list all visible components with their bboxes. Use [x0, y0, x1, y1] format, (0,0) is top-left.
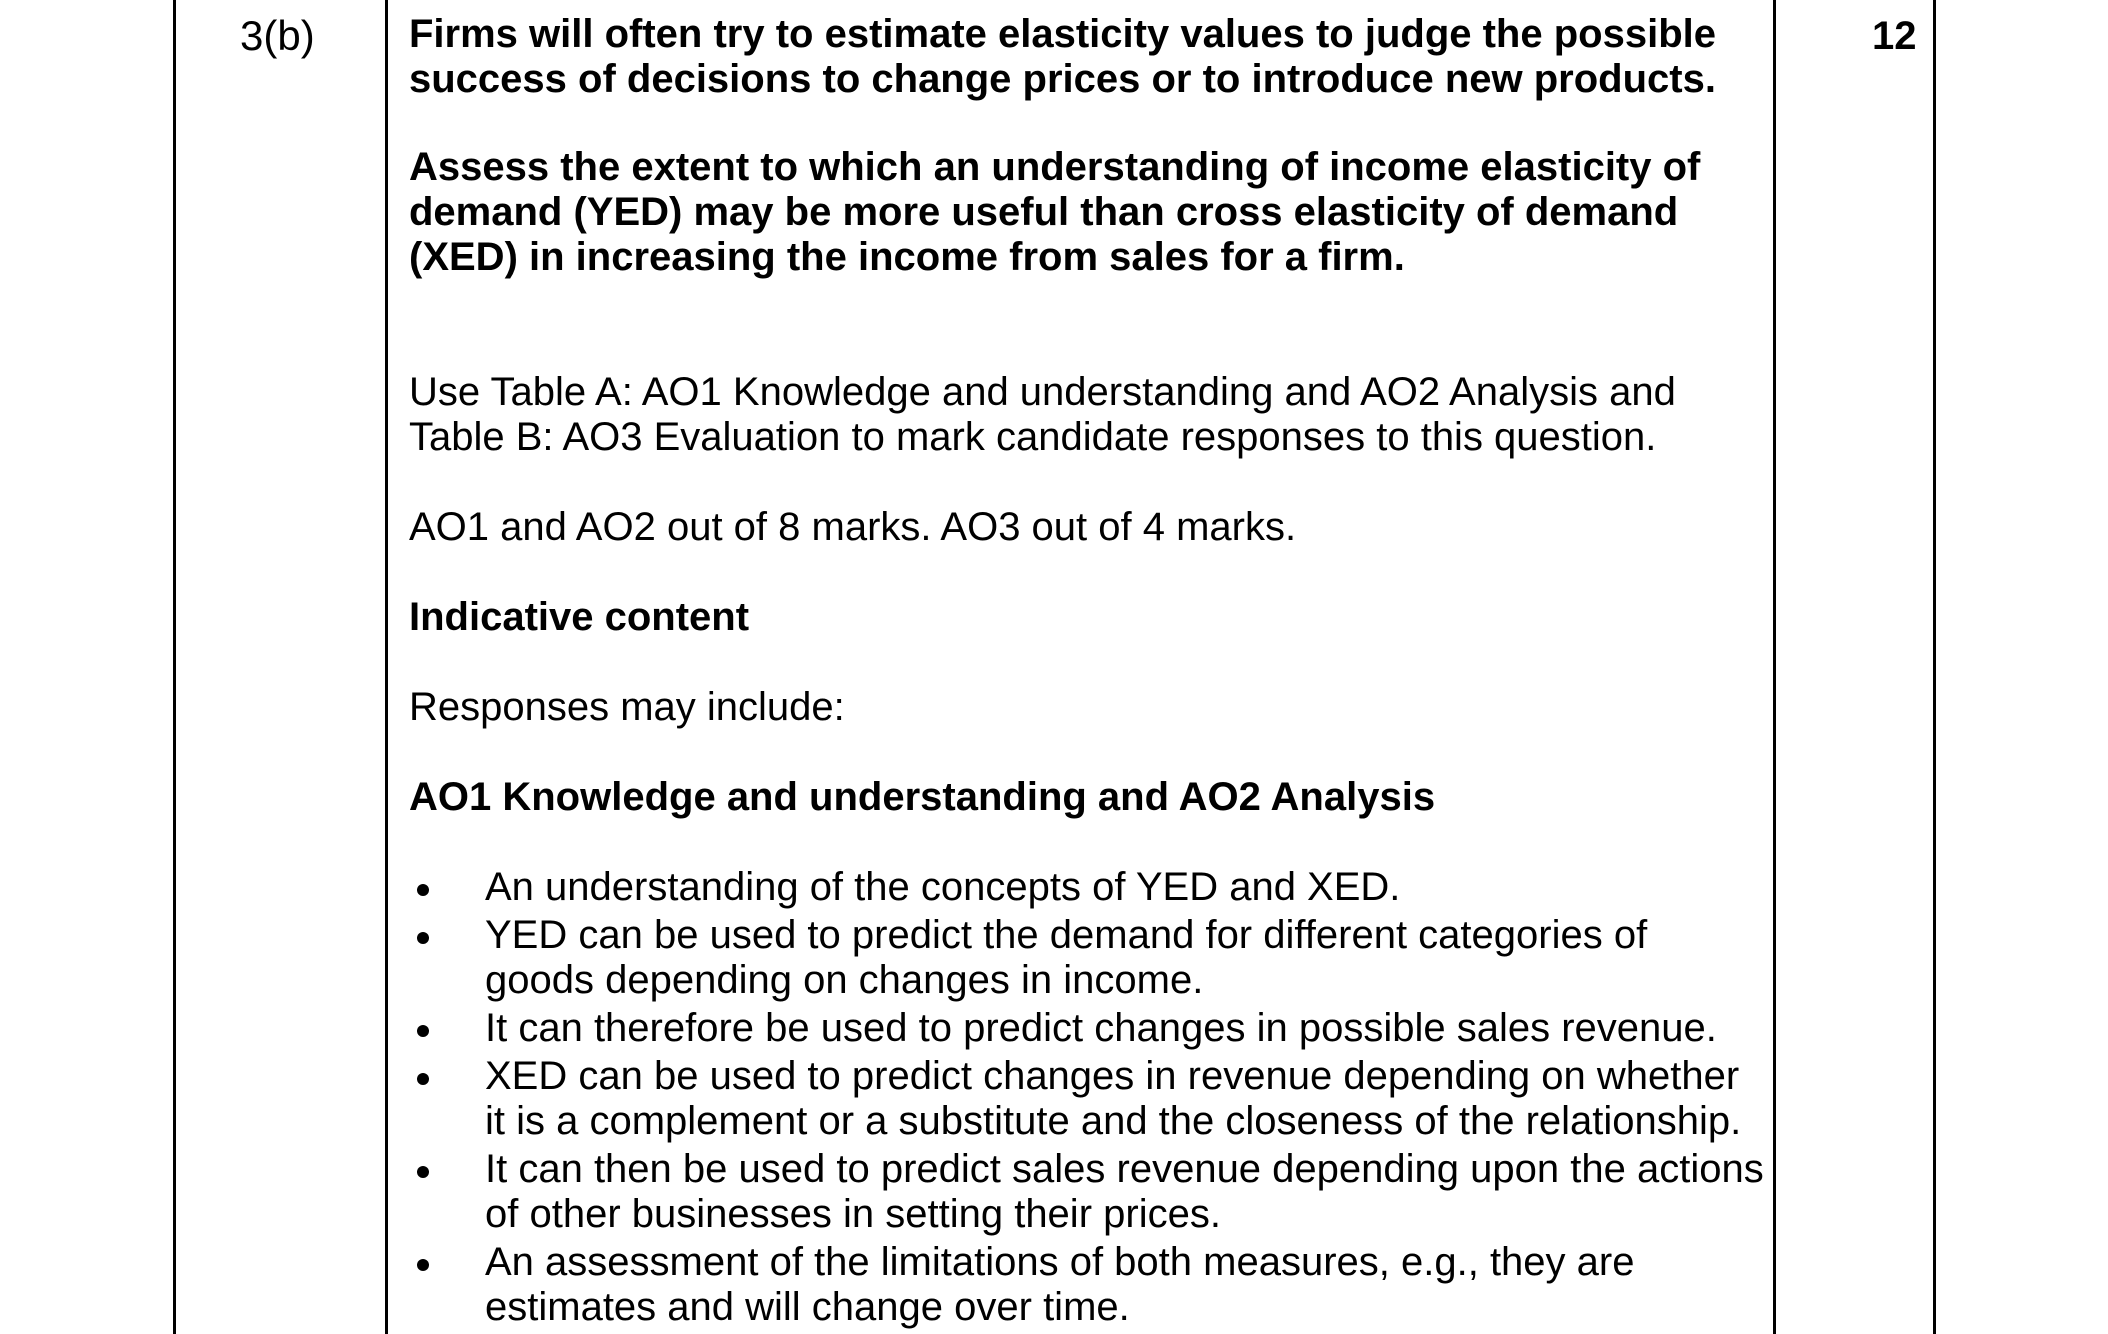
marks-value: 12	[1872, 14, 1917, 58]
marks-split: AO1 and AO2 out of 8 marks. AO3 out of 4 marks.	[409, 505, 1297, 549]
list-item: It can then be used to predict sales revenue depending upon the actions of other businesses in setting their prices.	[409, 1147, 1764, 1237]
list-item: YED can be used to predict the demand for different categories of goods depending on changes in income.	[409, 913, 1764, 1003]
list-item: An understanding of the concepts of YED and XED.	[409, 865, 1764, 910]
marking-instruction: Use Table A: AO1 Knowledge and understanding and AO2 Analysis and Table B: AO3 Evaluation to mark candidate responses to this question.	[409, 370, 1676, 459]
table-border-right	[1933, 0, 1936, 1334]
responses-intro: Responses may include:	[409, 685, 845, 729]
indicative-content-heading: Indicative content	[409, 595, 750, 639]
table-divider-question	[385, 0, 388, 1334]
question-prompt: Assess the extent to which an understanding of income elasticity of demand (YED) may be more useful than cross elasticity of demand (XED) in increasing the income from sales for a firm.	[409, 145, 1701, 279]
ao-heading: AO1 Knowledge and understanding and AO2 Analysis	[409, 775, 1436, 819]
question-intro: Firms will often try to estimate elasticity values to judge the possible success of decisions to change prices or to introduce new products.	[409, 12, 1716, 101]
list-item: XED can be used to predict changes in revenue depending on whether it is a complement or a substitute and the closeness of the relationship.	[409, 1054, 1764, 1144]
table-border-left	[173, 0, 176, 1334]
list-item: It can therefore be used to predict changes in possible sales revenue.	[409, 1006, 1764, 1051]
indicative-points-list	[409, 865, 1764, 1330]
table-divider-marks	[1773, 0, 1776, 1334]
list-item: An assessment of the limitations of both measures, e.g., they are estimates and will change over time.	[409, 1240, 1764, 1330]
question-number: 3(b)	[240, 12, 315, 59]
question-content	[409, 12, 1764, 1333]
